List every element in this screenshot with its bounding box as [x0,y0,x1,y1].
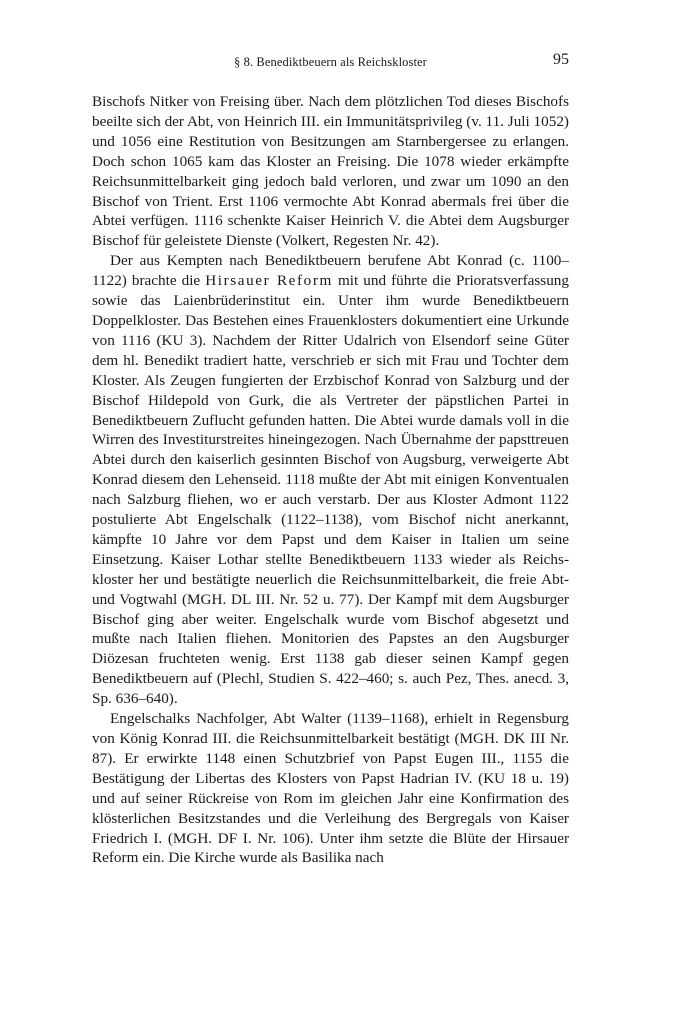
text-segment: Bischofs Nitker von Freising über. Nach dem plötzlichen Tod dieses Bischofs beeilte sich der Abt, von Heinrich III. ein Immunitätsprivileg (v. 11. Juli 1052) und 1056 eine Restitution von Besitzungen am Starnbergersee zu erlangen. Doch schon 1065 kam das Kloster an Freising. Die 1078 wieder erkämpfte Reichsunmittelbarkeit ging jedoch bald verloren, und zwar um 1090 an den Bischof von Trient. Erst 1106 vermochte Abt Konrad abermals frei über die Abtei verfügen. 1116 schenkte Kaiser Heinrich V. die Abtei dem Augsburger Bischof für geleistete Dienste (Volkert, Regesten Nr. 42). [92,93,569,250]
text-segment: Der aus Kempten nach Benediktbeuern berufene Abt Konrad (c. 1100–1122) brachte die [92,252,569,290]
paragraph-1 [92,92,569,251]
text-segment: Engelschalks Nachfolger, Abt Walter (1139–1168), erhielt in Regensburg von König Konrad III. die Reichsunmittelbarkeit bestätigt (MGH. DK III Nr. 87). Er erwirkte 1148 einen Schutzbrief von Papst Eugen III., 1155 die Bestätigung der Libertas des Klosters von Papst Hadrian IV. (KU 18 u. 19) und auf seiner Rückreise von Rom im gleichen Jahr eine Konfirmation des klösterlichen Besitzstandes und die Verleihung des Bergregals von Kaiser Friedrich I. (MGH. DF I. Nr. 106). Unter ihm setzte die Blüte der Hirsauer Reform ein. Die Kirche wurde als Basilika nach [92,710,569,867]
text-segment: mit und führte die Prioratsverfassung sowie das Laienbrüderinstitut ein. Unter ihm wurde Benediktbeuern Doppelkloster. Das Bestehen eines Frauenklosters dokumentiert eine Urkunde von 1116 (KU 3). Nachdem der Ritter Udalrich von Elsendorf seine Güter dem hl. Benedikt tradiert hatte, verschrieb er sich mit Frau und Tochter dem Kloster. Als Zeugen fungierten der Erzbischof Konrad von Salzburg und der Bischof Hildepold von Gurk, die als Vertreter der päpstlichen Partei in Benediktbeuern Zuflucht gefunden hatten. Die Abtei wurde damals voll in die Wirren des Investiturstreites hineingezogen. Nach Übernahme der papsttreuen Abtei durch den kaiserlich gesinnten Bischof von Augsburg, verweigerte Abt Konrad diesem den Lehenseid. 1118 mußte der Abt mit einigen Konventualen nach Salzburg fliehen, wo er auch verstarb. Der aus Kloster Admont 1122 postulierte Abt Engelschalk (1122–1138), vom Bischof nicht anerkannt, kämpfte 10 Jahre vor dem Papst und dem Kaiser in Italien um seine Einsetzung. Kaiser Lothar stellte Benediktbeuern 1133 wieder als Reichskloster her und bestätigte neuerlich die Reichsunmittelbarkeit, die freie Abt- und Vogtwahl (MGH. DL III. Nr. 52 u. 77). Der Kampf mit dem Augsburger Bischof ging aber weiter. Engelschalk wurde vom Bischof abgesetzt und mußte nach Italien fliehen. Monitorien des Papstes an den Augsburger Diözesan fruchteten wenig. Erst 1138 gab dieser seinen Kampf gegen Benediktbeuern auf (Plechl, Studien S. 422–460; s. auch Pez, Thes. anecd. 3, Sp. 636–640). [92,272,569,708]
spaced-emphasis: Hirsauer Reform [205,272,333,290]
page-header [92,51,569,79]
page-number: 95 [553,51,569,68]
paragraph-3 [92,709,569,868]
running-head: § 8. Benediktbeuern als Reichskloster [234,55,427,69]
body-text [92,92,569,868]
paragraph-2 [92,251,569,709]
